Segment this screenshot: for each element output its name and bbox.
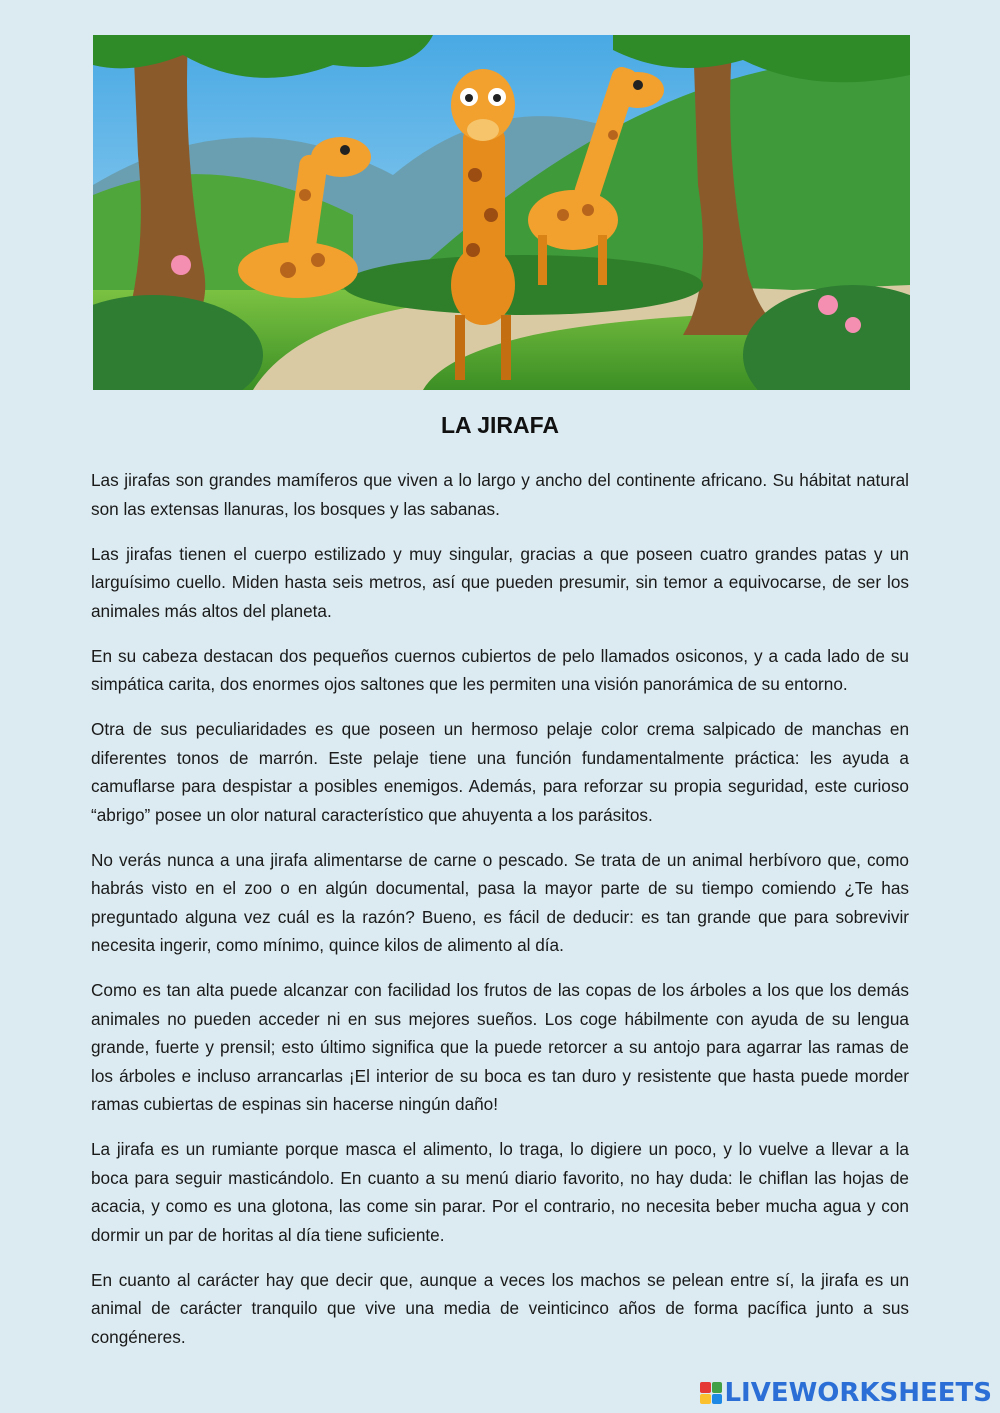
flower-right [818,295,838,315]
giraffes-illustration [93,35,910,390]
paragraph: Otra de sus peculiaridades es que poseen un hermoso pelaje color crema salpicado de manchas en diferentes tonos de marrón. Este pelaje tiene una función fundamentalmente práctica: les ayuda a camuflarse para despistar a posibles enemigos. Además, para reforzar su propia seguridad, este curioso “abrigo” posee un olor natural característico que ahuyenta a los parásitos. [91,719,909,825]
liveworksheets-logo-icon [700,1382,722,1404]
paragraph: Como es tan alta puede alcanzar con facilidad los frutos de las copas de los árboles a los que los demás animales no pueden acceder ni en sus mejores sueños. Los coge hábilmente con ayuda de su lengua grande, fuerte y prensil; esto último significa que la puede retorcer a su antojo para agarrar las ramas de los árboles e incluso arrancarlas ¡El interior de su boca es tan duro y resistente que hasta puede morder ramas cubiertas de espinas sin hacerse ningún daño! [91,980,909,1114]
paragraph: En su cabeza destacan dos pequeños cuernos cubiertos de pelo llamados osiconos, y a cada lado de su simpática carita, dos enormes ojos saltones que les permiten una visión panorámica de su entorno. [91,645,909,694]
paragraph: Las jirafas son grandes mamíferos que viven a lo largo y ancho del continente africano. Su hábitat natural son las extensas llanuras, los bosques y las sabanas. [91,470,909,519]
paragraph: En cuanto al carácter hay que decir que, aunque a veces los machos se pelean entre sí, la jirafa es un animal de carácter tranquilo que vive una media de veinticinco años de forma pacífica junto a sus congéneres. [91,1269,909,1347]
page-title: LA JIRAFA [441,412,559,438]
paragraph: Las jirafas tienen el cuerpo estilizado y muy singular, gracias a que poseen cuatro grandes patas y un larguísimo cuello. Miden hasta seis metros, así que pueden presumir, sin temor a equivocarse, de ser los animales más altos del planeta. [91,543,909,621]
article-body [91,466,909,1368]
flower-left [171,255,191,275]
giraffes-scene-svg [93,35,910,390]
flower-right-2 [845,317,861,333]
brand-name: LIVEWORKSHEETS [724,1378,992,1408]
paragraph: No verás nunca a una jirafa alimentarse de carne o pescado. Se trata de un animal herbívoro que, como habrás visto en el zoo o en algún documental, pasa la mayor parte de su tiempo comiendo ¿Te has preguntado alguna vez cuál es la razón? Bueno, es fácil de deducir: es tan grande que para sobrevivir necesita ingerir, como mínimo, quince kilos de alimento al día. [91,849,909,955]
paragraph: La jirafa es un rumiante porque masca el alimento, lo traga, lo digiere un poco, y lo vuelve a llevar a la boca para seguir masticándolo. En cuanto a su menú diario favorito, no hay duda: le chiflan las hojas de acacia, y como es una glotona, las come sin parar. Por el contrario, no necesita beber mucha agua y con dormir un par de horitas al día tiene suficiente. [91,1139,909,1245]
liveworksheets-brand[interactable] [700,1378,992,1408]
bush-middle [343,255,703,315]
